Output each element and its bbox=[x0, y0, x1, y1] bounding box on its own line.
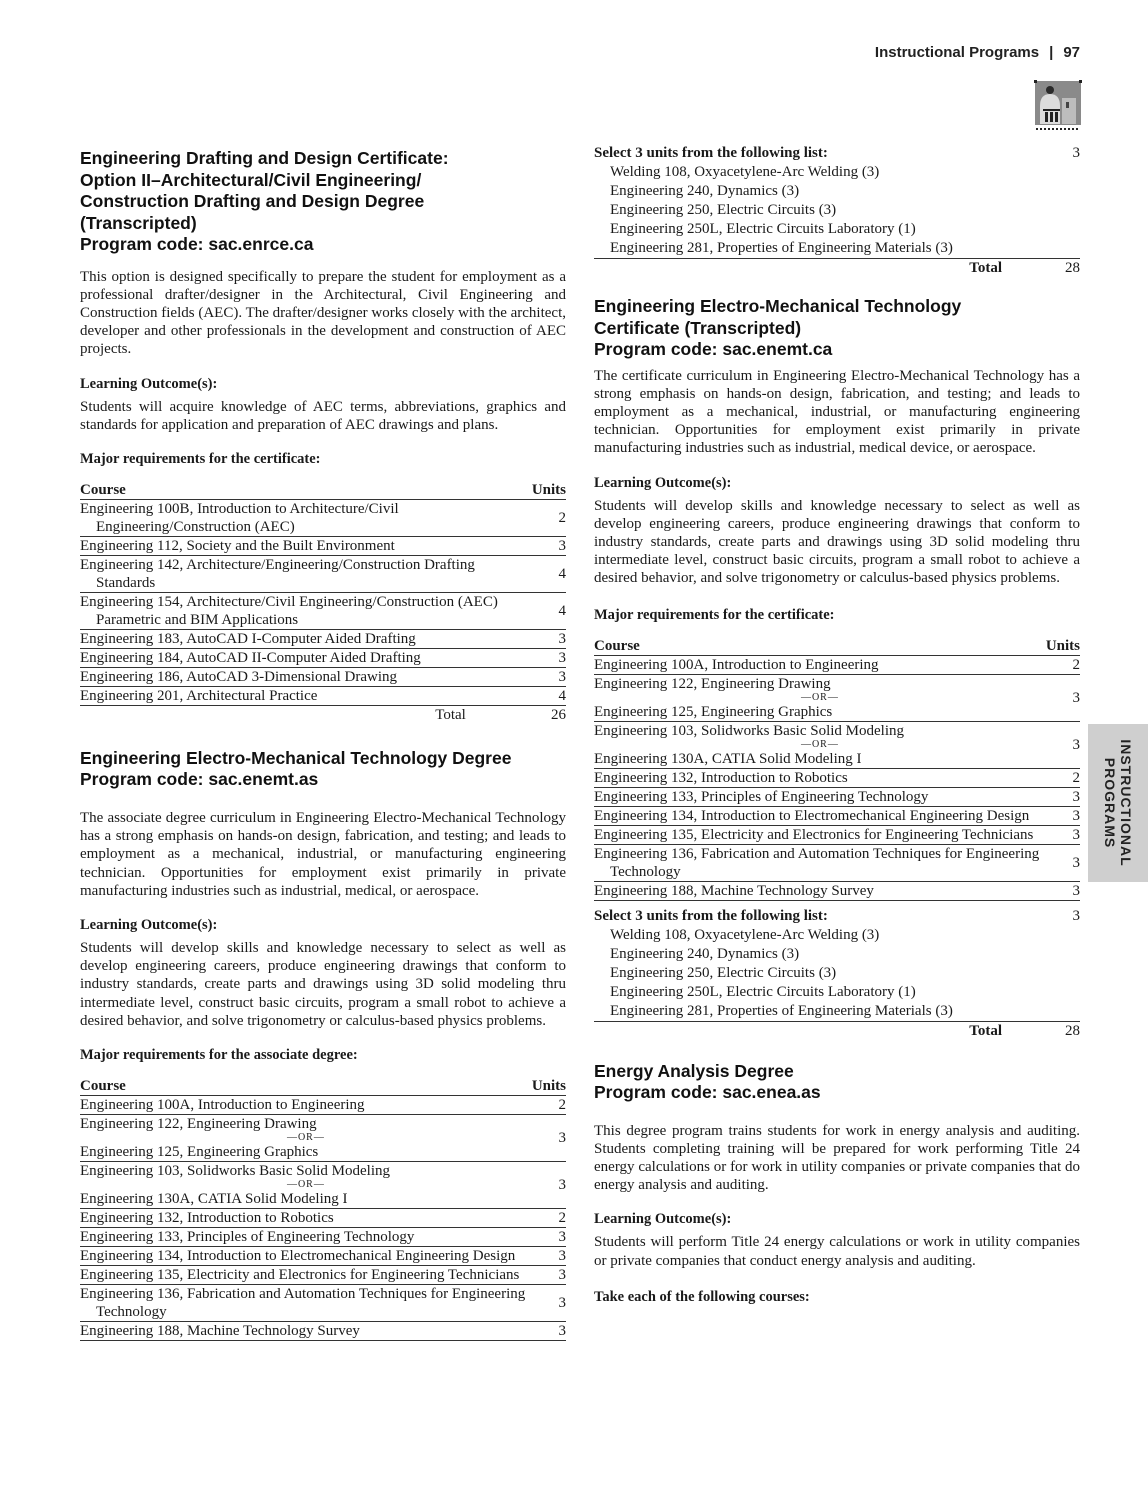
units-header: Units bbox=[531, 481, 566, 498]
table-row: Engineering 188, Machine Technology Survey 3 bbox=[80, 1322, 566, 1339]
table-row: Engineering 135, Electricity and Electronics for Engineering Technicians 3 bbox=[594, 826, 1080, 843]
list-item: Engineering 250, Electric Circuits (3) bbox=[610, 964, 837, 981]
learning-outcome-text: Students will develop skills and knowledge necessary to select as well as develop engineering careers, produce engineering drawings that conform to industry standards, create parts and drawings using 3D solid modeling thru intermediate level, construct basic circuits, program a small robot to achieve a desired behavior, and solve trigonometry or calculus-based physics problems. bbox=[594, 497, 1080, 587]
program-code: Program code: sac.enemt.ca bbox=[594, 339, 833, 359]
requirements-label: Major requirements for the certificate: bbox=[594, 606, 835, 623]
requirements-label: Major requirements for the certificate: bbox=[80, 450, 321, 467]
list-item: Engineering 250L, Electric Circuits Laboratory (1) bbox=[610, 983, 916, 1000]
list-item: Welding 108, Oxyacetylene-Arc Welding (3) bbox=[610, 164, 880, 180]
total-row bbox=[80, 705, 566, 724]
table-row: Engineering 122, Engineering Drawing —OR— Engineering 125, Engineering Graphics 3 bbox=[594, 675, 1080, 720]
page-number: 97 bbox=[1063, 44, 1080, 61]
table-row: Engineering 142, Architecture/Engineering/Construction Drafting Standards 4 bbox=[80, 556, 566, 591]
table-row: Engineering 100A, Introduction to Engineering 2 bbox=[80, 1096, 566, 1113]
elective-header: Select 3 units from the following list: 3 bbox=[594, 907, 1080, 924]
table-row: Engineering 132, Introduction to Robotics 2 bbox=[594, 769, 1080, 786]
program-code: Program code: sac.enemt.as bbox=[80, 769, 319, 790]
learning-outcome-text: Students will perform Title 24 energy calculations or work in utility companies or private companies that conduct energy analysis and auditing. bbox=[594, 1234, 1080, 1269]
table-row: Engineering 201, Architectural Practice 4 bbox=[80, 687, 566, 704]
list-item: Engineering 281, Properties of Engineering Materials (3) bbox=[594, 1002, 1080, 1022]
course-header: Course bbox=[80, 481, 532, 500]
program-code: Program code: sac.enrce.ca bbox=[80, 234, 314, 254]
table-row: Engineering 133, Principles of Engineering Technology 3 bbox=[594, 788, 1080, 805]
table-row: Engineering 103, Solidworks Basic Solid Modeling —OR— Engineering 130A, CATIA Solid Modeling I 3 bbox=[80, 1162, 566, 1207]
requirements-table bbox=[80, 1077, 566, 1341]
list-item: Engineering 281, Properties of Engineering Materials (3) bbox=[594, 239, 1080, 259]
requirements-table bbox=[80, 481, 566, 724]
right-column bbox=[594, 144, 1080, 1306]
units-header: Units bbox=[531, 1077, 566, 1094]
table-row: Engineering 122, Engineering Drawing —OR— Engineering 125, Engineering Graphics 3 bbox=[80, 1115, 566, 1160]
total-row: Total 28 bbox=[969, 260, 1080, 276]
table-row: Engineering 135, Electricity and Electronics for Engineering Technicians 3 bbox=[80, 1266, 566, 1283]
program-description: The associate degree curriculum in Engineering Electro-Mechanical Technology has a strong emphasis on hands-on design, fabrication, and testing; and leads to employment as a mechanical, industrial, or manufacturing engineering technician. Opportunities for employment exist primarily in private manufacturing industries such as industrial, medical, or aerospace. bbox=[80, 809, 566, 899]
total-value: 26 bbox=[551, 706, 566, 723]
table-row: Engineering 103, Solidworks Basic Solid Modeling —OR— Engineering 130A, CATIA Solid Modeling I 3 bbox=[594, 722, 1080, 767]
table-row: Engineering 133, Principles of Engineering Technology 3 bbox=[80, 1228, 566, 1245]
left-column bbox=[80, 148, 566, 1341]
learning-outcome-label: Learning Outcome(s): bbox=[80, 916, 218, 933]
learning-outcome-label: Learning Outcome(s): bbox=[594, 474, 732, 491]
requirements-table bbox=[594, 637, 1080, 901]
total-label: Total bbox=[435, 706, 466, 723]
table-row: Engineering 132, Introduction to Robotics 2 bbox=[80, 1209, 566, 1226]
units-header: Units bbox=[1045, 637, 1080, 654]
header-separator: | bbox=[1049, 44, 1054, 61]
program-title: Engineering Electro-Mechanical Technology Degree Program code: sac.enemt.as bbox=[80, 747, 512, 790]
table-row: Engineering 100A, Introduction to Engineering 2 bbox=[594, 656, 1080, 673]
list-item: Engineering 250, Electric Circuits (3) bbox=[610, 202, 837, 218]
list-item: Engineering 240, Dynamics (3) bbox=[610, 183, 800, 199]
course-header: Course bbox=[594, 637, 1046, 656]
program-title: Engineering Drafting and Design Certificate: Option II–Architectural/Civil Engineering/ Construction Drafting and Design Degree (Transcripted) Program code: sac.enrce.ca bbox=[80, 148, 449, 254]
table-row: Engineering 100B, Introduction to Architecture/Civil Engineering/Construction (AEC) 2 bbox=[80, 500, 566, 535]
list-item: Engineering 250L, Electric Circuits Laboratory (1) bbox=[610, 221, 916, 237]
table-row: Engineering 136, Fabrication and Automation Techniques for Engineering Technology 3 bbox=[80, 1285, 566, 1320]
elective-header: Select 3 units from the following list: 3 bbox=[594, 145, 1080, 161]
section-tab-line1: INSTRUCTIONAL bbox=[1118, 739, 1134, 867]
table-row: Engineering 154, Architecture/Civil Engineering/Construction (AEC) Parametric and BIM Applications 4 bbox=[80, 593, 566, 628]
list-item: Welding 108, Oxyacetylene-Arc Welding (3) bbox=[610, 926, 880, 943]
table-row: Engineering 184, AutoCAD II-Computer Aided Drafting 3 bbox=[80, 649, 566, 666]
header-section: Instructional Programs bbox=[874, 44, 1040, 61]
running-header bbox=[875, 44, 1080, 61]
learning-outcome-label: Learning Outcome(s): bbox=[594, 1211, 732, 1228]
table-row: Engineering 136, Fabrication and Automation Techniques for Engineering Technology 3 bbox=[594, 845, 1080, 880]
table-row: Engineering 134, Introduction to Electromechanical Engineering Design 3 bbox=[80, 1247, 566, 1264]
program-code: Program code: sac.enea.as bbox=[594, 1082, 821, 1103]
campus-building-icon bbox=[1034, 80, 1082, 132]
learning-outcome-text: Students will acquire knowledge of AEC terms, abbreviations, graphics and standards for application and preparation of AEC drawings and plans. bbox=[80, 398, 566, 433]
requirements-label: Major requirements for the associate degree: bbox=[80, 1046, 358, 1063]
program-description: The certificate curriculum in Engineering Electro-Mechanical Technology has a strong emphasis on hands-on design, fabrication, and testing; and leads to employment as a mechanical, industrial, or manufacturing engineering technician. Opportunities for employment exist primarily in private manufacturing industries such as industrial, medical device, or aerospace. bbox=[594, 367, 1080, 457]
program-title: Engineering Electro-Mechanical Technology Certificate (Transcripted) Program code: sac.enemt.ca bbox=[594, 296, 962, 359]
table-row: Engineering 183, AutoCAD I-Computer Aided Drafting 3 bbox=[80, 630, 566, 647]
learning-outcome-text: Students will develop skills and knowledge necessary to select as well as develop engineering careers, produce engineering drawings that conform to industry standards, create parts and drawings using 3D solid modeling thru intermediate level, construct basic circuits, program a small robot to achieve a desired behavior, and solve trigonometry or calculus-based physics problems. bbox=[80, 939, 566, 1029]
learning-outcome-label: Learning Outcome(s): bbox=[80, 375, 218, 392]
section-tab-line2: PROGRAMS bbox=[1102, 757, 1118, 849]
table-row: Engineering 186, AutoCAD 3-Dimensional Drawing 3 bbox=[80, 668, 566, 685]
program-title: Energy Analysis Degree Program code: sac.enea.as bbox=[594, 1060, 821, 1103]
program-description: This degree program trains students for work in energy analysis and auditing. Students completing training will be prepared for work performing Title 24 energy calculations or for work in utility companies or private companies that do energy analysis and auditing. bbox=[594, 1122, 1080, 1194]
table-row: Engineering 112, Society and the Built Environment 3 bbox=[80, 537, 566, 554]
table-row: Engineering 188, Machine Technology Survey 3 bbox=[594, 882, 1080, 899]
section-tab bbox=[1088, 724, 1148, 882]
list-item: Engineering 240, Dynamics (3) bbox=[610, 945, 800, 962]
requirements-label: Take each of the following courses: bbox=[594, 1288, 810, 1305]
total-row: Total 28 bbox=[969, 1022, 1080, 1039]
course-header: Course bbox=[80, 1077, 532, 1096]
program-description: This option is designed specifically to prepare the student for employment as a professional drafter/designer in the Architectural, Civil Engineering and Construction fields (AEC). The drafter/designer works closely with the architect, developer and other professionals in the development and construction of AEC projects. bbox=[80, 268, 566, 358]
table-row: Engineering 134, Introduction to Electromechanical Engineering Design 3 bbox=[594, 807, 1080, 824]
